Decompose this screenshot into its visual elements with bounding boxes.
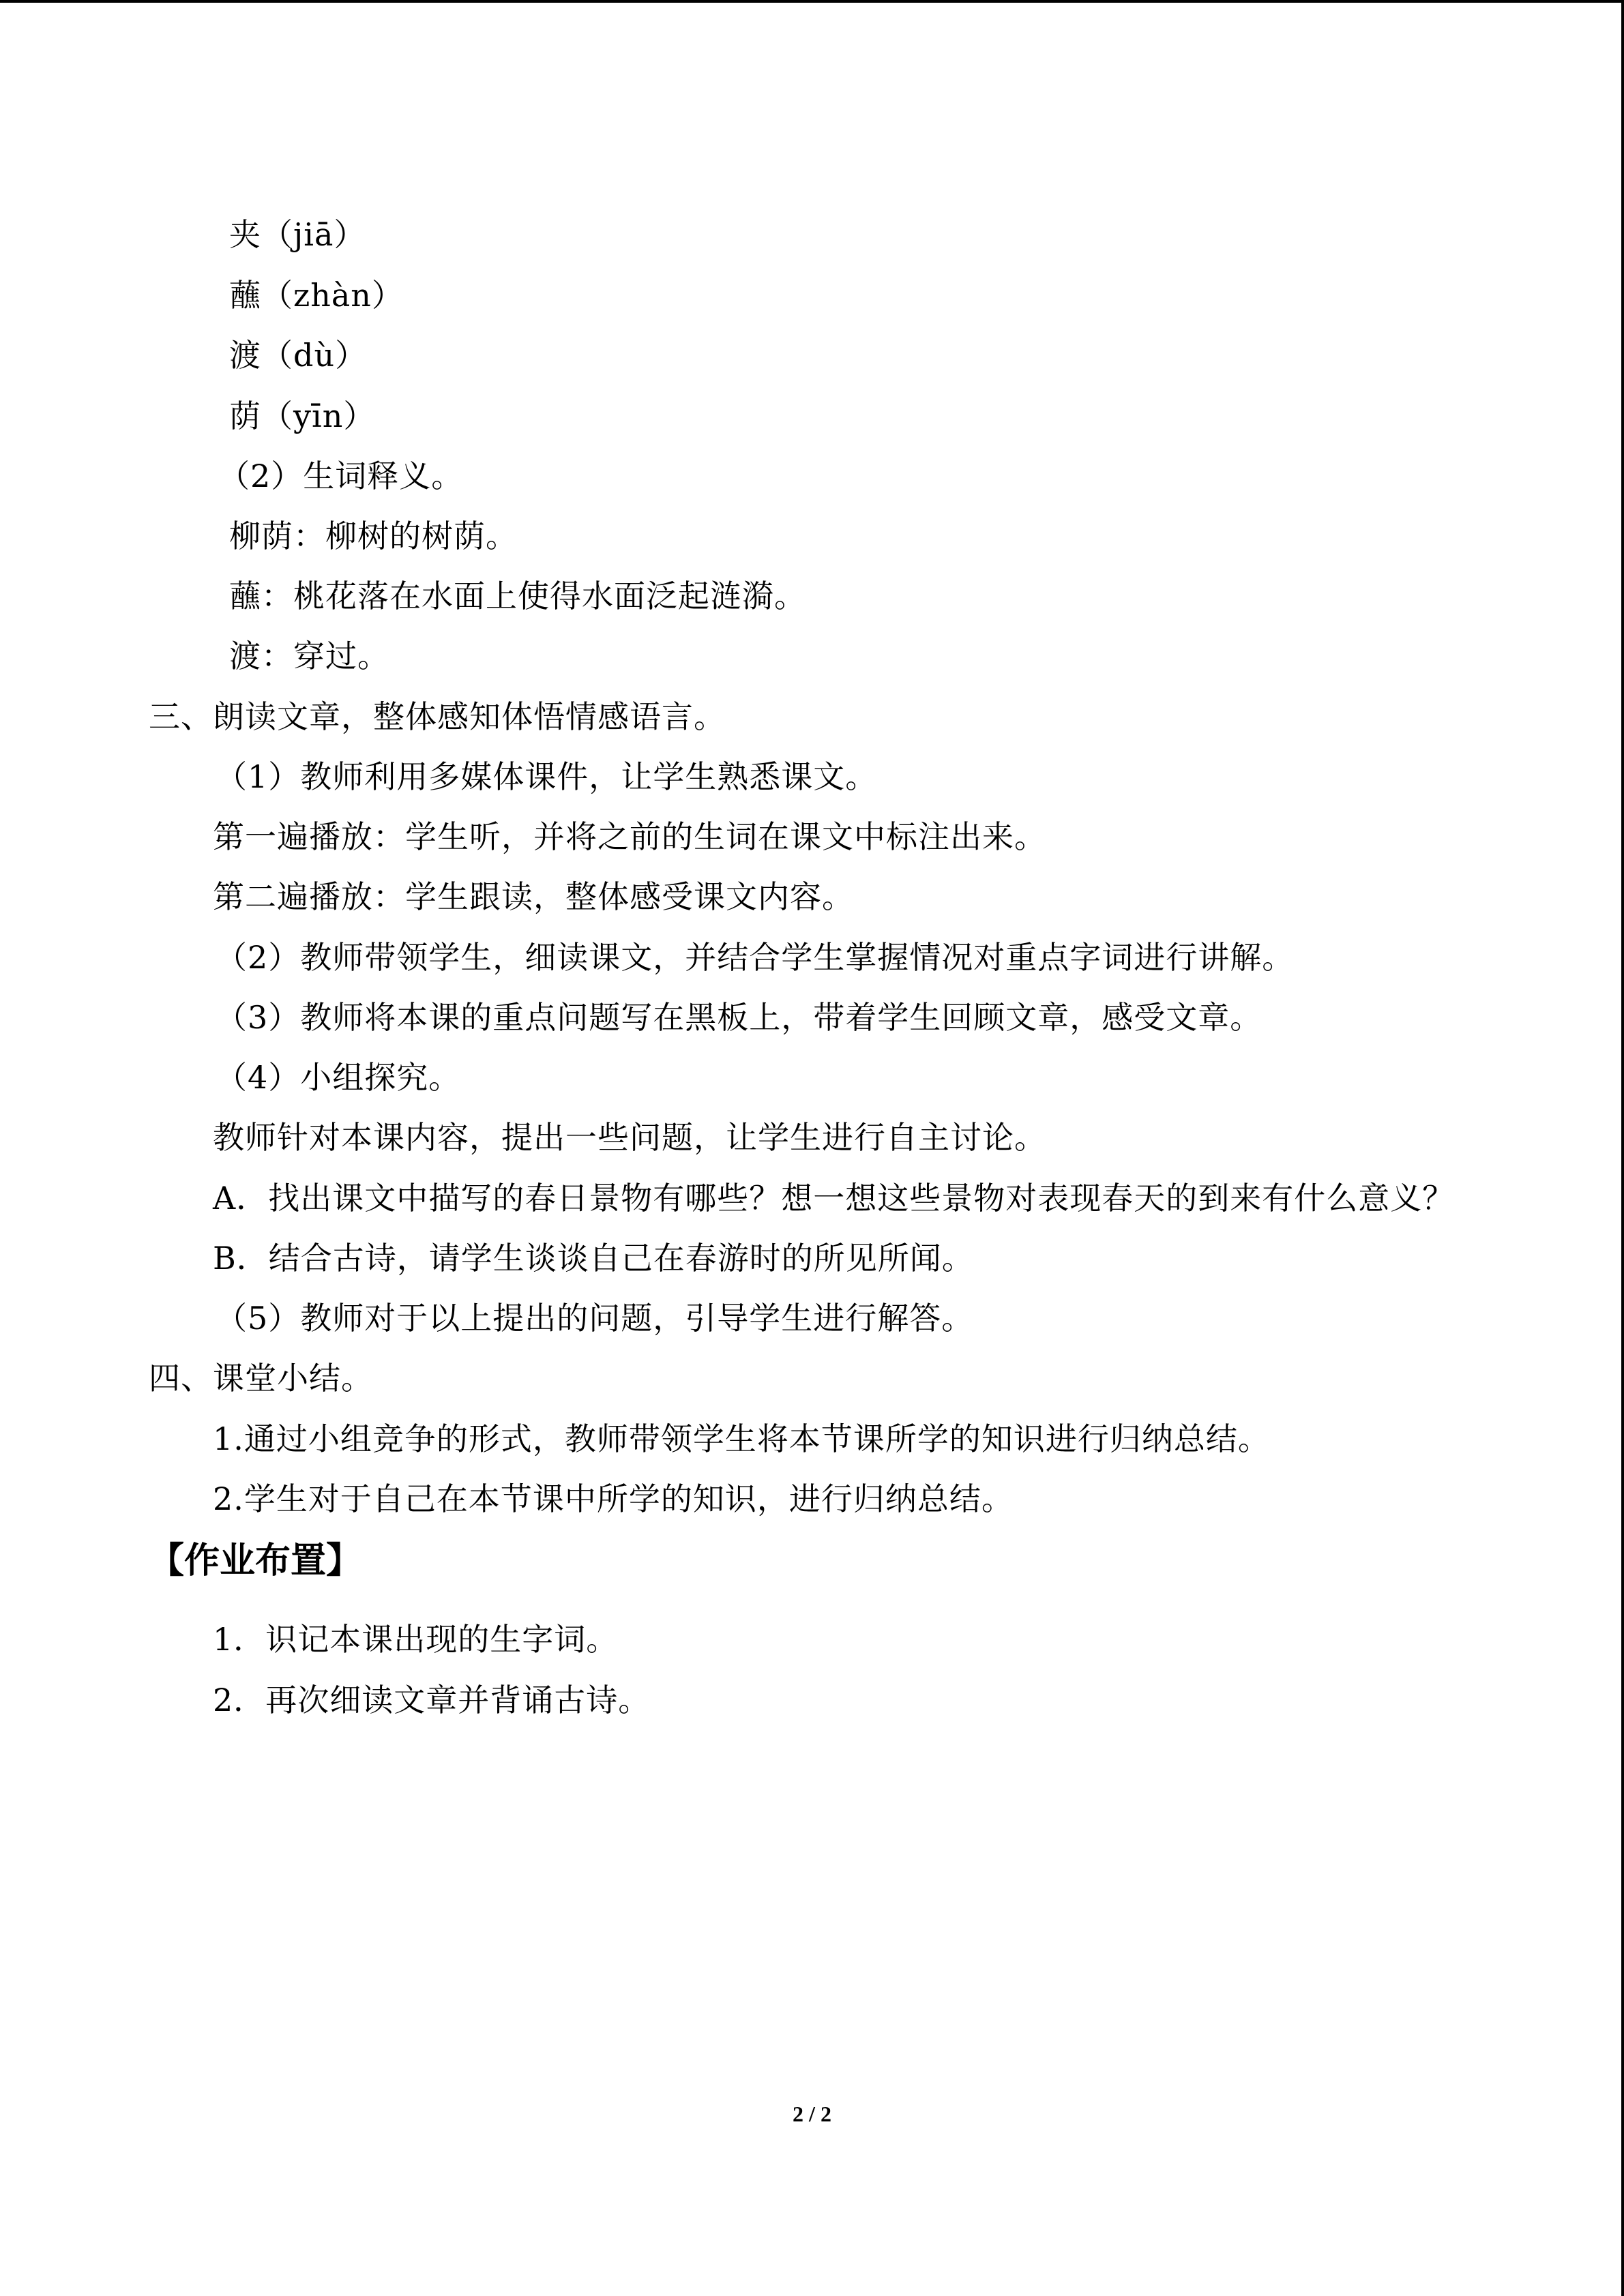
first-playback: 第一遍播放：学生听，并将之前的生词在课文中标注出来。 [213, 818, 1046, 855]
definition-zhan: 蘸：桃花落在水面上使得水面泛起涟漪。 [229, 578, 806, 614]
vocab-definition-heading: （2）生词释义。 [218, 458, 464, 494]
definition-liuyin: 柳荫：柳树的树荫。 [229, 518, 518, 554]
homework-heading: 【作业布置】 [149, 1540, 362, 1581]
section-four-heading: 四、课堂小结。 [149, 1360, 373, 1397]
question-b: B．结合古诗，请学生谈谈自己在春游时的所见所闻。 [213, 1240, 974, 1277]
pinyin-zhan: 蘸（zhàn） [229, 277, 404, 314]
page-number: 2 / 2 [793, 2102, 831, 2126]
question-a: A．找出课文中描写的春日景物有哪些？想一想这些景物对表现春天的到来有什么意义？ [213, 1180, 1455, 1217]
step-1: （1）教师利用多媒体课件，让学生熟悉课文。 [216, 758, 878, 795]
step-2: （2）教师带领学生，细读课文，并结合学生掌握情况对重点字词进行讲解。 [216, 939, 1295, 976]
pinyin-yin: 荫（yīn） [229, 398, 376, 434]
step-5: （5）教师对于以上提出的问题，引导学生进行解答。 [216, 1300, 974, 1337]
homework-item-2: 2．再次细读文章并背诵古诗。 [213, 1682, 651, 1718]
pinyin-jia: 夹（jiā） [229, 216, 366, 253]
second-playback: 第二遍播放：学生跟读，整体感受课文内容。 [213, 878, 854, 915]
definition-du: 渡：穿过。 [229, 638, 389, 674]
step-4: （4）小组探究。 [216, 1059, 461, 1096]
summary-2: 2.学生对于自己在本节课中所学的知识，进行归纳总结。 [213, 1480, 1014, 1517]
step-3: （3）教师将本课的重点问题写在黑板上，带着学生回顾文章，感受文章。 [216, 999, 1263, 1036]
summary-1: 1.通过小组竞争的形式，教师带领学生将本节课所学的知识进行归纳总结。 [213, 1420, 1270, 1457]
discussion-intro: 教师针对本课内容，提出一些问题，让学生进行自主讨论。 [213, 1119, 1046, 1156]
section-three-heading: 三、朗读文章，整体感知体悟情感语言。 [149, 698, 726, 735]
homework-item-1: 1．识记本课出现的生字词。 [213, 1621, 619, 1658]
pinyin-du: 渡（dù） [229, 337, 368, 374]
